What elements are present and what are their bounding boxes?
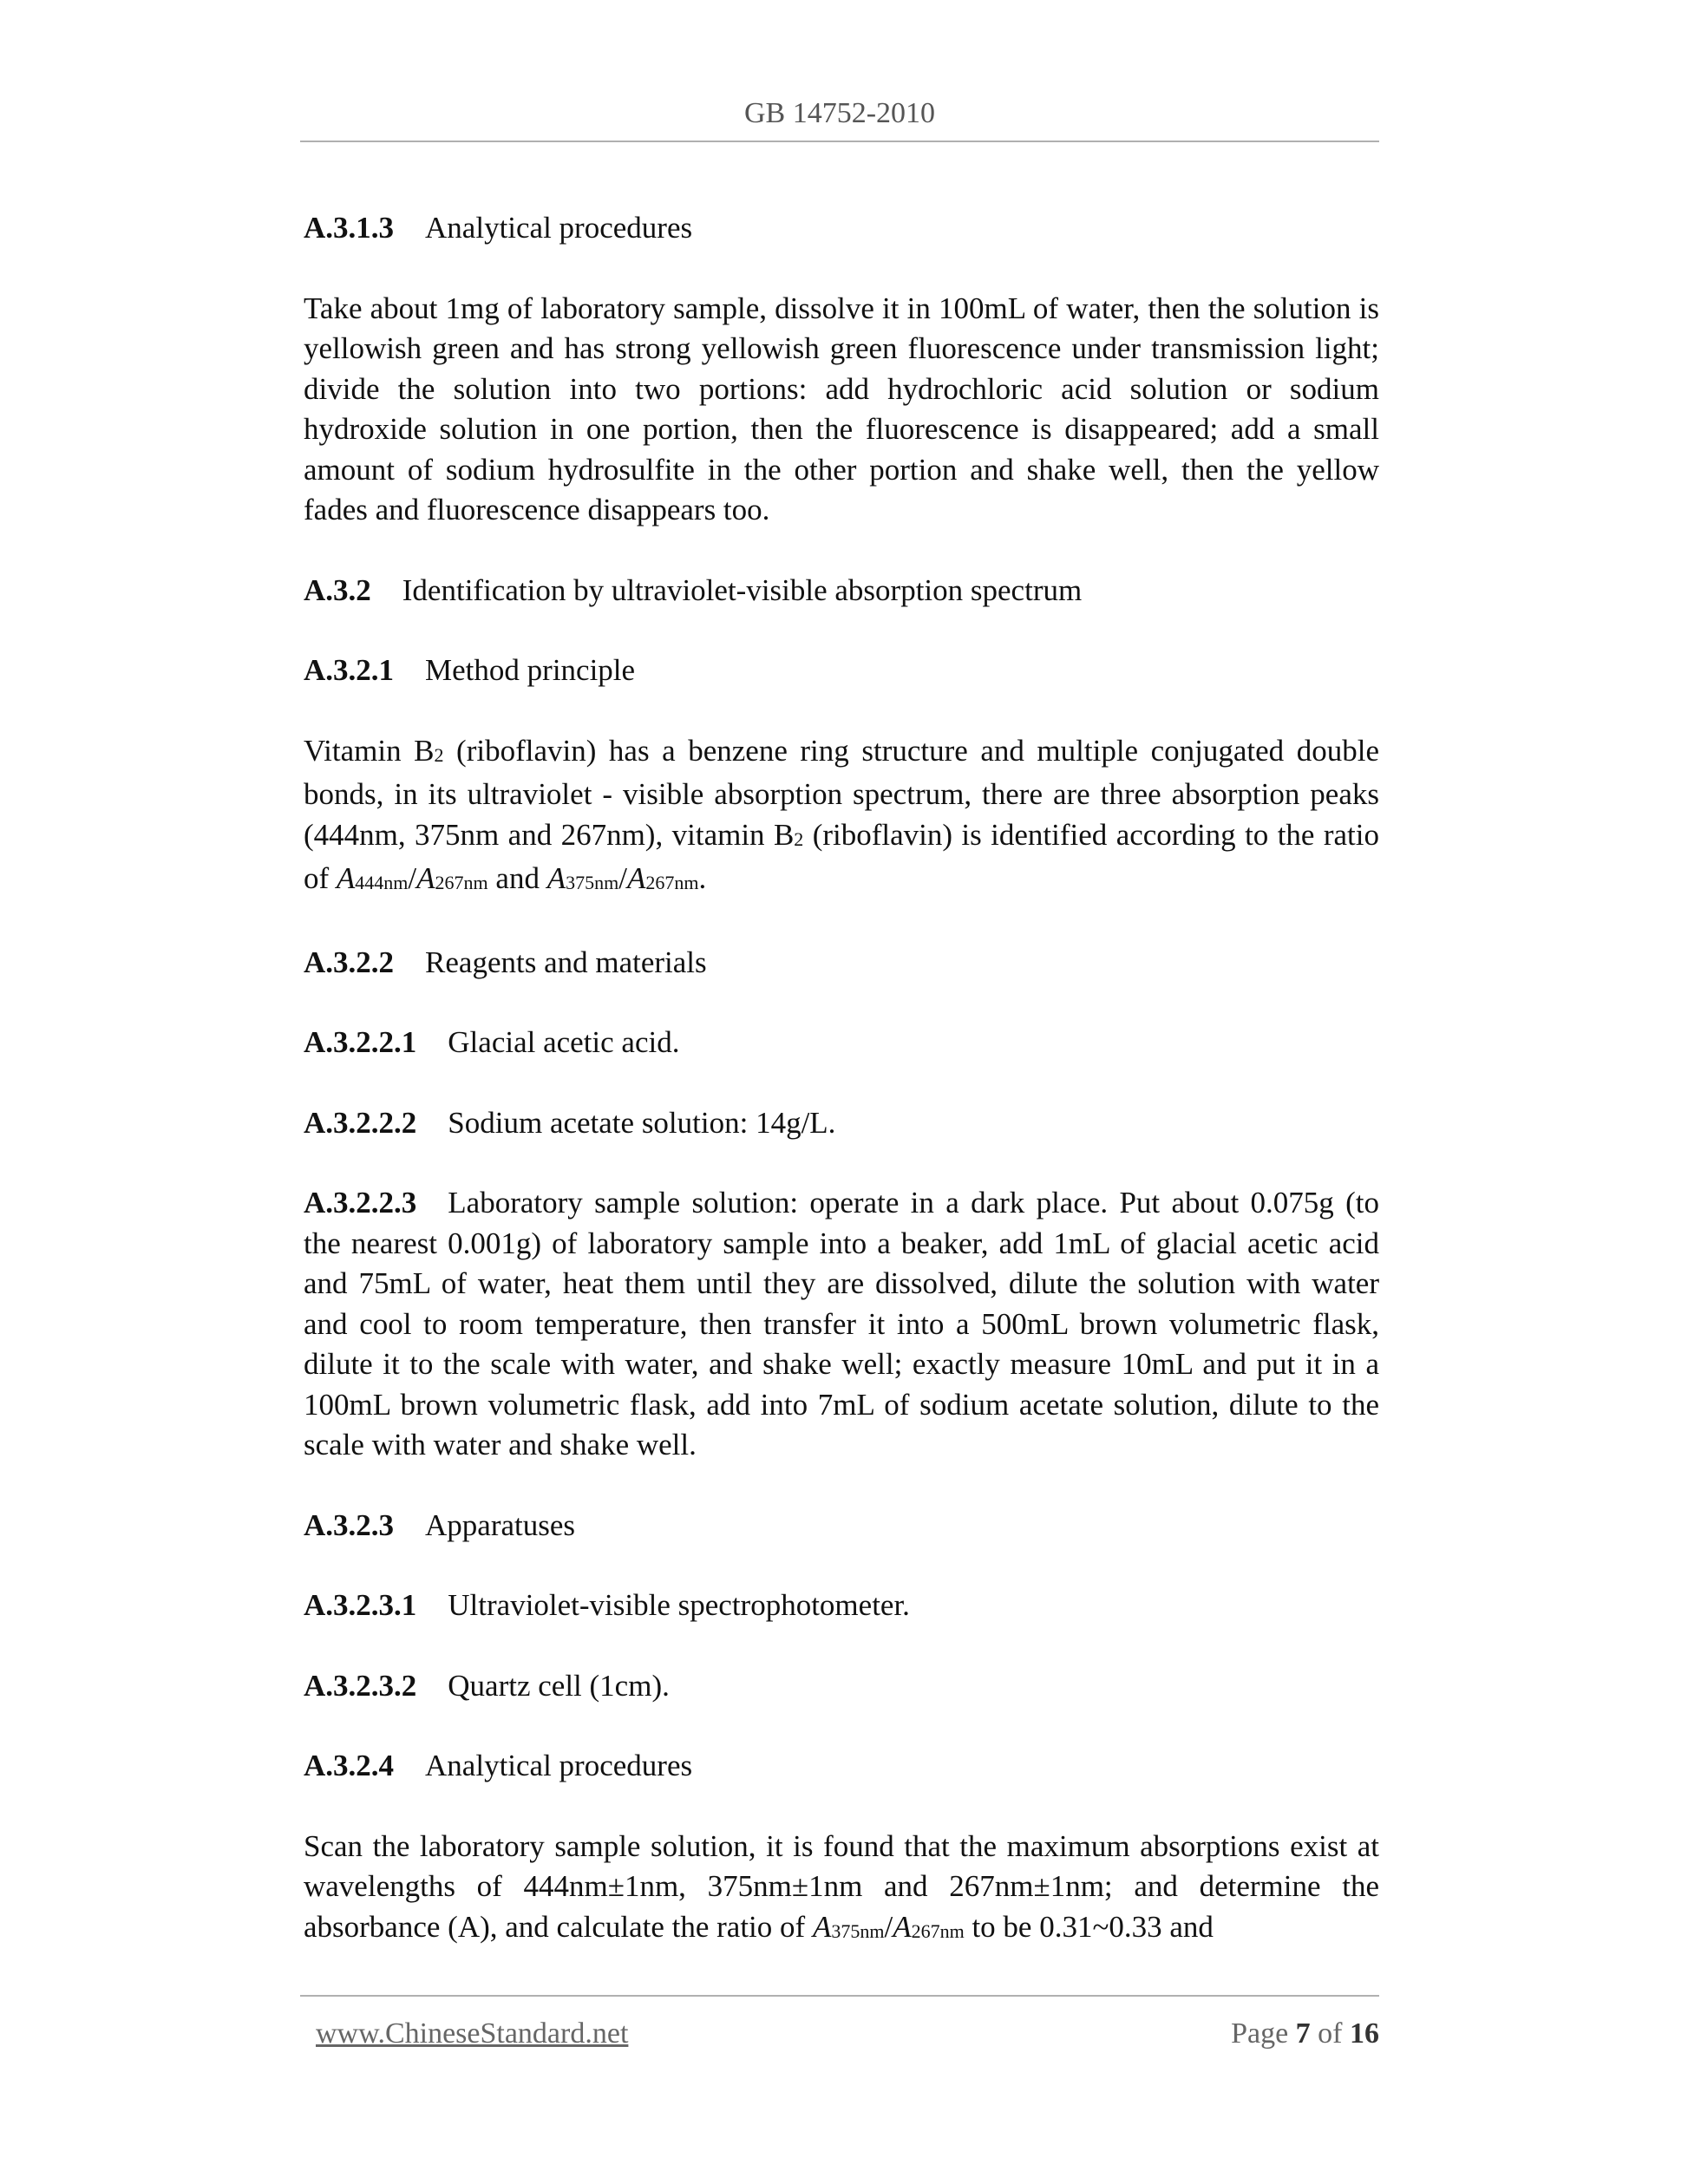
subscript: 2 (794, 827, 804, 850)
section-title: Sodium acetate solution: 14g/L. (448, 1105, 836, 1140)
paragraph-text: Laboratory sample solution: operate in a dark place. Put about 0.075g (to the nearest 0.001g) of laboratory sample into a beaker, add 1mL of glacial acetic acid and 75mL of water, heat them until they are dissolved, dilute the solution with water and cool to room temperature, then transfer it into a 500mL brown volumetric flask, dilute it to the scale with water, and shake well; exactly measure 10mL and put it in a 100mL brown volumetric flask, add into 7mL of sodium acetate solution, dilute to the scale with water and shake well. (304, 1186, 1379, 1461)
page-label: Page (1231, 2017, 1289, 2050)
section-heading (304, 651, 1379, 691)
section-heading (304, 1666, 1379, 1707)
page-total: 16 (1350, 2017, 1379, 2050)
absorbance-symbol: A (416, 861, 435, 895)
text-run: to be 0.31~0.33 and (964, 1909, 1214, 1944)
absorbance-symbol: A (812, 1909, 832, 1944)
subscript: 267nm (435, 872, 488, 893)
text-run: and (487, 861, 547, 895)
section-title: Ultraviolet-visible spectrophotometer. (448, 1588, 910, 1622)
section-number: A.3.2.2.2 (304, 1105, 417, 1140)
text-run: Scan the laboratory sample solution, it is found that the maximum absorptions exist at wavelengths of 444nm±1nm, 375nm±1nm and 267nm±1nm; and determine the absorbance (A), and calculate the ratio of (304, 1828, 1379, 1944)
section-number: A.3.2 (304, 572, 371, 607)
section-heading (304, 1023, 1379, 1063)
subscript: 444nm (355, 872, 409, 893)
section-title: Identification by ultraviolet-visible absorption spectrum (402, 572, 1083, 607)
text-run: / (408, 861, 417, 895)
text-run: / (884, 1909, 893, 1944)
subscript: 267nm (911, 1919, 965, 1942)
paragraph-sample-solution (304, 1183, 1379, 1466)
section-number: A.3.2.4 (304, 1749, 395, 1782)
section-title: Apparatuses (425, 1507, 576, 1542)
subscript: 375nm (831, 1919, 885, 1942)
section-heading (304, 1586, 1379, 1626)
page-number: 7 (1295, 2017, 1311, 2050)
paragraph: Take about 1mg of laboratory sample, dissolve it in 100mL of water, then the solution is yellowish green and has strong yellowish green fluorescence under transmission light; divide the solution into two portions: add hydrochloric acid solution or sodium hydroxide solution in one portion, then the fluorescence is disappeared; add a small amount of sodium hydrosulfite in the other portion and shake well, then the yellow fades and fluorescence disappears too. (304, 291, 1379, 526)
paragraph-method-principle (304, 731, 1379, 903)
section-number: A.3.2.2 (304, 945, 395, 979)
text-run: (riboflavin) is identified according to the ratio of (304, 817, 1379, 895)
section-number: A.3.2.3.2 (304, 1668, 417, 1703)
document-body (304, 208, 1379, 1991)
section-heading (304, 1746, 1379, 1787)
absorbance-symbol: A (626, 861, 646, 895)
paragraph-analytical-procedure (304, 1827, 1379, 1952)
absorbance-symbol: A (336, 861, 356, 895)
text-run: (riboflavin) has a benzene ring structure and multiple conjugated double bonds, in its ultraviolet - visible absorption spectrum, there are three absorption peaks (444nm, 375nm and 267nm), vitamin B (304, 733, 1379, 852)
section-heading (304, 208, 1379, 249)
section-heading (304, 1506, 1379, 1546)
of-label: of (1318, 2017, 1343, 2050)
header-divider (300, 141, 1379, 142)
section-title: Analytical procedures (425, 1749, 693, 1782)
section-heading (304, 943, 1379, 984)
section-title: Method principle (425, 653, 636, 687)
text-run: / (618, 861, 627, 895)
section-number: A.3.2.3.1 (304, 1588, 417, 1622)
section-title: Analytical procedures (425, 211, 693, 245)
section-number: A.3.2.3 (304, 1507, 395, 1542)
absorbance-symbol: A (546, 861, 566, 895)
section-title: Quartz cell (1cm). (448, 1668, 670, 1703)
section-heading (304, 571, 1379, 611)
footer-divider (300, 1995, 1379, 1997)
section-title: Reagents and materials (425, 945, 707, 979)
section-heading (304, 1103, 1379, 1144)
absorbance-symbol: A (893, 1909, 912, 1944)
text-run: Vitamin B (304, 733, 435, 768)
text-run: . (698, 861, 707, 895)
section-number: A.3.2.1 (304, 653, 395, 687)
subscript: 375nm (566, 872, 619, 893)
page-header: GB 14752-2010 (743, 97, 936, 129)
subscript: 2 (434, 743, 444, 766)
section-number: A.3.1.3 (304, 211, 395, 245)
section-title: Glacial acetic acid. (448, 1025, 680, 1059)
website-link[interactable]: www.ChineseStandard.net (316, 2017, 629, 2050)
section-number: A.3.2.2.3 (304, 1186, 417, 1220)
subscript: 267nm (645, 872, 699, 893)
page-indicator (1231, 2017, 1379, 2050)
section-number: A.3.2.2.1 (304, 1025, 417, 1059)
